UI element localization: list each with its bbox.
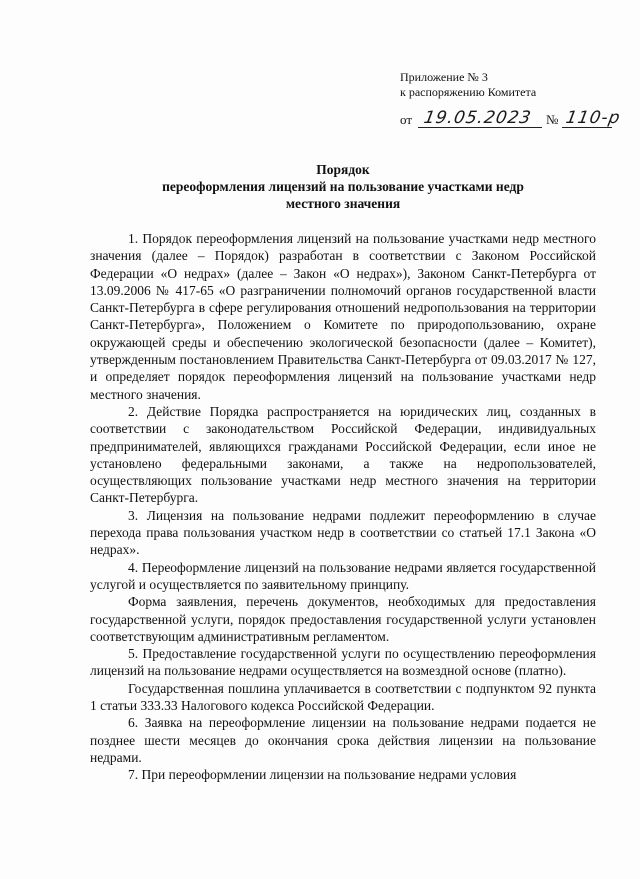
paragraph-5: 5. Предоставление государственной услуги по осуществлению переоформления лицензий на пользование недрами осуществляется на возмездной основе (платно). [90, 646, 596, 679]
document-body [90, 230, 596, 784]
order-number-field [562, 108, 623, 128]
order-date-field [418, 110, 542, 128]
annex-number: Приложение № 3 [400, 70, 488, 84]
paragraph-5-fee: Государственная пошлина уплачивается в соответствии с подпунктом 92 пункта 1 статьи 333.33 Налогового кодекса Российской Федерации. [90, 680, 596, 714]
paragraph-4: 4. Переоформление лицензий на пользование недрами является государственной услугой и осуществляется по заявительному принципу. [90, 559, 596, 592]
order-date-number [400, 108, 623, 128]
order-number-handwritten: 110-р [564, 108, 623, 128]
order-date-handwritten: 19.05.2023 [422, 108, 534, 128]
paragraph-2: 2. Действие Порядка распространяется на юридических лиц, созданных в соответствии с законодательством Российской Федерации, индивидуальных предпринимателей, являющихся гражданами Российской Федерации, если иное не установлено федеральными законами, а также на недропользователей, осуществляющих пользование участками недр местного значения на территории Санкт-Петербурга. [90, 403, 596, 506]
number-prefix: № [546, 112, 559, 127]
paragraph-3: 3. Лицензия на пользование недрами подлежит переоформлению в случае перехода права пользования участком недр в соответствии со статьей 17.1 Закона «О недрах». [90, 507, 596, 558]
paragraph-6: 6. Заявка на переоформление лицензии на пользование недрами подается не позднее шести месяцев до окончания срока действия лицензии на пользование недрами. [90, 715, 596, 765]
paragraph-7: 7. При переоформлении лицензии на пользование недрами условия [128, 767, 517, 783]
paragraph-1: 1. Порядок переоформления лицензий на пользование участками недр местного значения (далее – Порядок) разработан в соответствии с Законом Российской Федерации «О недрах» (далее – Закон «О недрах»), Законом Санкт-Петербурга от 13.09.2006 № 417-65 «О разграничении полномочий органов государственной власти Санкт-Петербурга в сфере регулирования отношений недропользования на территории Санкт-Петербурга», Положением о Комитете по природопользованию, охране окружающей среды и обеспечению экологической безопасности (далее – Комитет), утвержденным постановлением Правительства Санкт-Петербурга от 09.03.2017 № 127, и определяет порядок переоформления лицензий на пользование участками недр местного значения. [90, 231, 596, 402]
annex-block [400, 70, 536, 100]
document-title [90, 161, 596, 212]
paragraph-4-form: Форма заявления, перечень документов, необходимых для предоставления государственной услуги, порядок предоставления государственной услуги установлен соответствующим административным регламентом. [90, 594, 596, 644]
annex-reference: к распоряжению Комитета [400, 85, 537, 99]
title-line-2: переоформления лицензий на пользование участками недр [162, 179, 524, 194]
title-line-3: местного значения [285, 196, 401, 211]
title-line-1: Порядок [316, 162, 370, 177]
date-prefix: от [400, 112, 413, 127]
